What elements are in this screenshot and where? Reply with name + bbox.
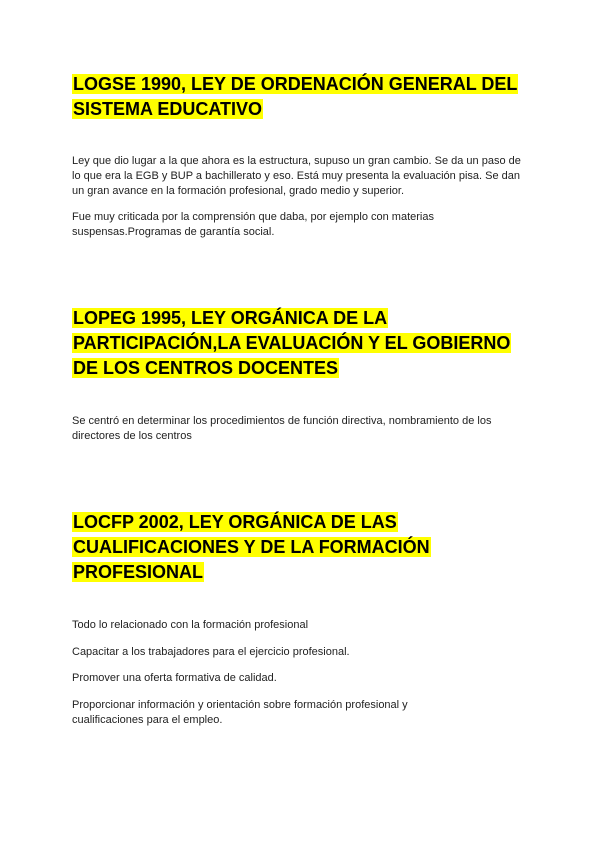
paragraph: Promover una oferta formativa de calidad. xyxy=(72,672,277,684)
section-logse-body-2 xyxy=(72,210,492,240)
heading-highlight: LOCFP 2002, LEY ORGÁNICA DE LAS CUALIFICACIONES Y DE LA FORMACIÓN PROFESIONAL xyxy=(73,512,430,582)
section-heading xyxy=(72,306,522,381)
section-locfp xyxy=(72,510,472,585)
paragraph: Proporcionar información y orientación sobre formación profesional y cualificaciones para el empleo. xyxy=(72,699,408,726)
paragraph: Capacitar a los trabajadores para el ejercicio profesional. xyxy=(72,646,350,658)
section-logse xyxy=(72,72,532,122)
section-locfp-body-3 xyxy=(72,671,532,686)
paragraph: Todo lo relacionado con la formación profesional xyxy=(72,619,309,631)
paragraph: Fue muy criticada por la comprensión que daba, por ejemplo con materias suspensas.Programas de garantía social. xyxy=(72,211,434,238)
section-locfp-body-1 xyxy=(72,618,532,633)
section-locfp-body-4 xyxy=(72,698,422,728)
section-logse-body xyxy=(72,154,528,199)
heading-highlight: LOGSE 1990, LEY DE ORDENACIÓN GENERAL DEL SISTEMA EDUCATIVO xyxy=(73,74,518,119)
section-heading xyxy=(72,510,472,585)
section-locfp-body-2 xyxy=(72,645,532,660)
section-lopeg-body xyxy=(72,414,502,444)
paragraph: Se centró en determinar los procedimientos de función directiva, nombramiento de los directores de los centros xyxy=(72,415,492,442)
section-lopeg xyxy=(72,306,522,381)
section-heading xyxy=(72,72,532,122)
paragraph: Ley que dio lugar a la que ahora es la estructura, supuso un gran cambio. Se da un paso de lo que era la EGB y BUP a bachillerato y eso. Está muy presenta la evaluación pisa. Se dan un gran avance en la formación profesional, grado medio y superior. xyxy=(72,155,521,197)
heading-highlight: LOPEG 1995, LEY ORGÁNICA DE LA PARTICIPACIÓN,LA EVALUACIÓN Y EL GOBIERNO DE LOS CENTROS DOCENTES xyxy=(73,308,511,378)
